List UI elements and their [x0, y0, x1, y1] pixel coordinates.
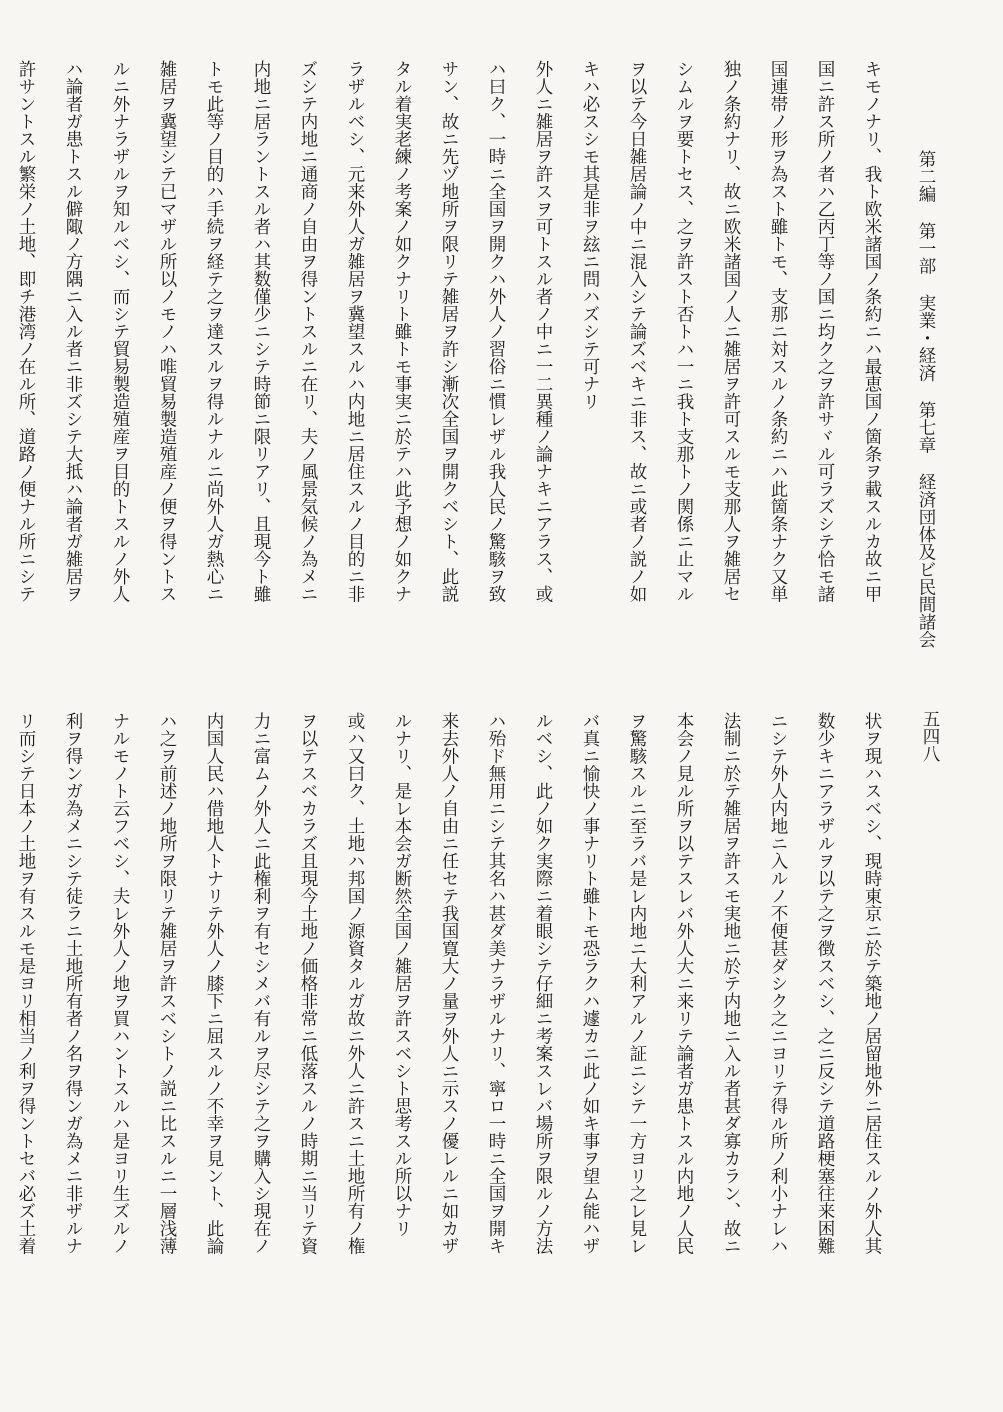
text-column: タル着実老練ノ考案ノ如クナリト雖トモ事実ニ於テハ此予想ノ如クナ: [392, 60, 412, 603]
text-column: リ而シテ日本ノ土地ヲ有スルモ是ヨリ相当ノ利ヲ得ントセバ必ズ土着: [16, 712, 36, 1255]
text-column: 力ニ富ムノ外人ニ此権利ヲ有セシメバ有ルヲ尽シテ之ヲ購入シ現在ノ: [251, 712, 271, 1255]
text-column: ナルモノト云フベシ、夫レ外人ノ地ヲ買ハントスルハ是ヨリ生ズルノ: [110, 712, 130, 1255]
text-column: [0, 60, 2, 670]
text-column: ハ殆ド無用ニシテ其名ハ甚ダ美ナラザルナリ、寧ロ一時ニ全国ヲ開キ: [486, 712, 506, 1255]
text-column: 来去外人ノ自由ニ任セテ我国寛大ノ量ヲ外人ニ示スノ優レルニ如カザ: [439, 712, 459, 1255]
header-chapter-title: 経済団体及ビ民間諸会: [916, 473, 936, 649]
text-column: ズシテ内地ニ通商ノ自由ヲ得ントスルニ在リ、夫ノ風景気候ノ為メニ: [298, 60, 318, 603]
page-number: 五四八: [920, 710, 940, 763]
text-column: 或ハ又曰ク、土地ハ邦国ノ源資タルガ故ニ外人ニ許スニ土地所有ノ権: [345, 712, 365, 1255]
text-column: 外人ニ雑居ヲ許スヲ可トスル者ノ中ニ一二異種ノ論ナキニアラス、或: [533, 60, 553, 603]
header-chapter: 第七章: [916, 401, 936, 454]
text-column: ルニ外ナラザルヲ知ルベシ、而シテ貿易製造殖産ヲ目的トスルノ外人: [110, 60, 130, 603]
text-column: 雑居ヲ冀望シテ已マザル所以ノモノハ唯貿易製造殖産ノ便ヲ得ントス: [157, 60, 177, 603]
text-column: キモノナリ、我ト欧米諸国ノ条約ニハ最恵国ノ箇条ヲ載スルカ故ニ甲: [862, 60, 882, 603]
text-column: 国連帯ノ形ヲ為スト雖トモ、支那ニ対スルノ条約ニハ此箇条ナク又単: [768, 60, 788, 603]
text-column: 国ニ許ス所ノ者ハ乙丙丁等ノ国ニ均ク之ヲ許サヾル可ラズシテ恰モ諸: [815, 60, 835, 603]
text-column: ヲ以テ今日雑居論ノ中ニ混入シテ論ズベキニ非ス、故ニ或者ノ説ノ如: [627, 60, 647, 603]
text-column: ヲ以テスベカラズ且現今土地ノ価格非常ニ低落スルノ時期ニ当リテ資: [298, 712, 318, 1255]
text-column: ハ之ヲ前述ノ地所ヲ限リテ雑居ヲ許スベシトノ説ニ比スルニ一層浅薄: [157, 712, 177, 1255]
text-column: トモ此等ノ目的ハ手続ヲ経テ之ヲ達スルヲ得ルナルニ尚外人ガ熱心ニ: [204, 60, 224, 603]
text-column: シムルヲ要トセス、之ヲ許スト否トハ一ニ我ト支那トノ関係ニ止マル: [674, 60, 694, 603]
header-hen: 第二編: [916, 150, 936, 203]
text-column: ルベシ、此ノ如ク実際ニ着眼シテ仔細ニ考案スレバ場所ヲ限ルノ方法: [533, 712, 553, 1255]
text-column: 利ヲ得ンガ為メニシテ徒ラニ土地所有者ノ名ヲ得ンガ為メニ非ザルナ: [63, 712, 83, 1255]
text-column: ラザルベシ、元来外人ガ雑居ヲ冀望スルハ内地ニ居住スルノ目的ニ非: [345, 60, 365, 603]
text-column: 本会ノ見ル所ヲ以テスレバ外人大ニ来リテ論者ガ患トスル内地ノ人民: [674, 712, 694, 1255]
text-column: [0, 712, 2, 1322]
running-header: [916, 150, 936, 662]
lower-text-block: [0, 712, 895, 1322]
text-column: ヲ驚駭スルニ至ラバ是レ内地ニ大利アルノ証ニシテ一方ヨリ之レ見レ: [627, 712, 647, 1255]
text-column: ルナリ、是レ本会ガ断然全国ノ雑居ヲ許スベシト思考スル所以ナリ: [392, 712, 412, 1237]
text-column: 内地ニ居ラントスル者ハ其数僅少ニシテ時節ニ限リアリ、且現今ト雖: [251, 60, 271, 603]
text-column: ニシテ外人内地ニ入ルノ不便甚ダシク之ニヨリテ得ル所ノ利小ナレハ: [768, 712, 788, 1255]
header-part-title: 実業・経済: [916, 294, 936, 382]
text-column: 数少キニアラザルヲ以テ之ヲ徴スベシ、之ニ反シテ道路梗塞往来困難: [815, 712, 835, 1255]
text-column: キハ必スシモ其是非ヲ玆ニ問ハズシテ可ナリ: [580, 60, 600, 410]
text-column: ハ曰ク、一時ニ全国ヲ開クハ外人ノ習俗ニ慣レザル我人民ノ驚駭ヲ致: [486, 60, 506, 603]
text-column: ハ論者ガ患トスル僻陬ノ方隅ニ入ル者ニ非ズシテ大抵ハ論者ガ雑居ヲ: [63, 60, 83, 603]
text-column: 許サントスル繁栄ノ土地、即チ港湾ノ在ル所、道路ノ便ナル所ニシテ: [16, 60, 36, 603]
text-column: 独ノ条約ナリ、故ニ欧米諸国ノ人ニ雑居ヲ許可スルモ支那人ヲ雑居セ: [721, 60, 741, 603]
text-column: 内国人民ハ借地人トナリテ外人ノ膝下ニ屈スルノ不幸ヲ見ント、此論: [204, 712, 224, 1255]
text-column: バ真ニ愉快ノ事ナリト雖トモ恐ラクハ遽カニ此ノ如キ事ヲ望ム能ハザ: [580, 712, 600, 1255]
text-column: 状ヲ現ハスベシ、現時東京ニ於テ築地ノ居留地外ニ居住スルノ外人其: [862, 712, 882, 1255]
text-column: 法制ニ於テ雑居ヲ許スモ実地ニ於テ内地ニ入ル者甚ダ寡カラン、故ニ: [721, 712, 741, 1255]
text-column: サン、故ニ先ヅ地所ヲ限リテ雑居ヲ許シ漸次全国ヲ開クベシト、此説: [439, 60, 459, 603]
header-bu: 第一部: [916, 222, 936, 275]
upper-text-block: [0, 60, 895, 670]
